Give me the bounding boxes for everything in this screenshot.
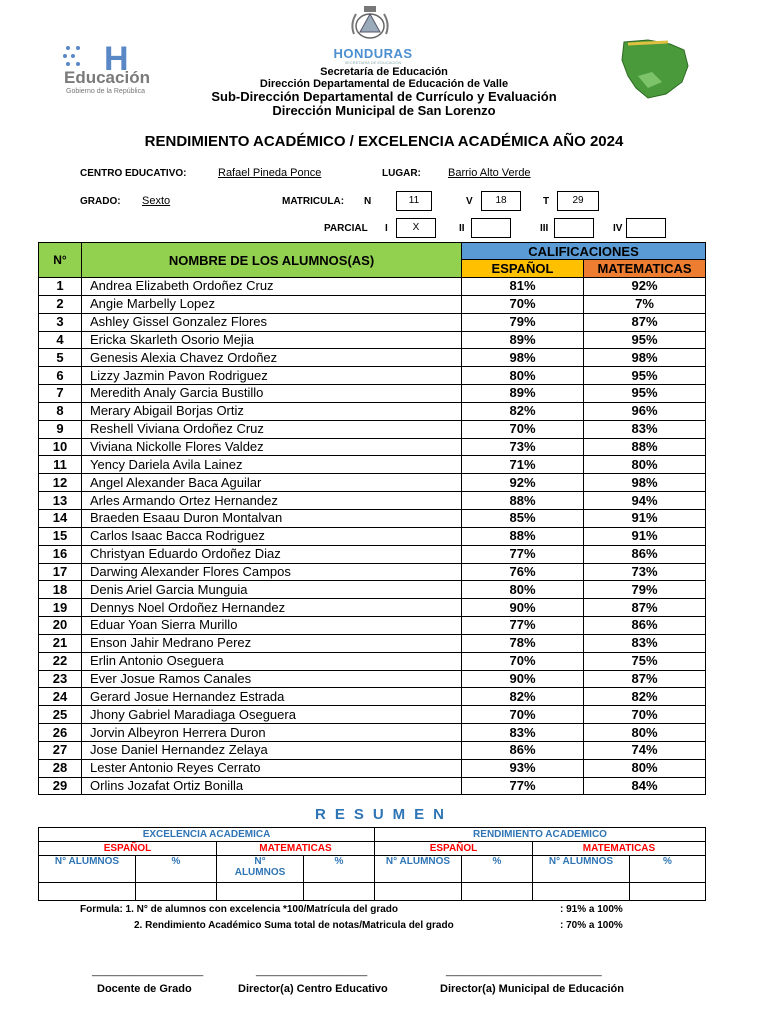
espanol-grade: 71% [462,456,584,474]
matematicas-grade: 7% [584,295,706,313]
exc-mat-pct-cell [304,883,375,901]
espanol-grade: 82% [462,402,584,420]
table-row [39,741,706,759]
rendimiento-header: RENDIMIENTO ACADEMICO [375,828,706,842]
student-name: Ashley Gissel Gonzalez Flores [82,313,462,331]
t-label: T [543,196,550,207]
table-row [39,759,706,777]
espanol-grade: 78% [462,634,584,652]
honduras-crest-icon [346,4,394,46]
exc-esp-alumnos-header: N° ALUMNOS [39,856,136,883]
ren-esp-alumnos-header: N° ALUMNOS [375,856,462,883]
parcial-2-label: II [459,223,465,234]
student-name: Angie Marbelly Lopez [82,295,462,313]
header-line-3: Sub-Dirección Departamental de Currículo y Evaluación [211,89,557,104]
espanol-grade: 70% [462,706,584,724]
exc-esp-pct-cell [136,883,217,901]
student-name: Enson Jahir Medrano Perez [82,634,462,652]
grado-label: GRADO: [80,196,121,207]
lugar-value: Barrio Alto Verde [448,167,531,179]
row-number: 15 [39,527,82,545]
student-name: Carlos Isaac Bacca Rodriguez [82,527,462,545]
row-number: 25 [39,706,82,724]
matematicas-grade: 86% [584,545,706,563]
formula-range-2: : 70% a 100% [560,920,623,931]
header-line-2: Dirección Departamental de Educación de Valle [259,78,509,90]
row-number: 11 [39,456,82,474]
table-row [39,581,706,599]
signature-line-director: ____________________ [256,966,368,977]
ren-mat-pct-header: % [630,856,706,883]
row-number: 21 [39,634,82,652]
table-row [39,545,706,563]
matematicas-grade: 98% [584,349,706,367]
matematicas-grade: 84% [584,777,706,795]
ren-esp-alumnos-cell [375,883,462,901]
matematicas-grade: 80% [584,724,706,742]
student-name: Darwing Alexander Flores Campos [82,563,462,581]
grado-value: Sexto [142,195,171,207]
page-title: RENDIMIENTO ACADÉMICO / EXCELENCIA ACADÉMICA AÑO 2024 [144,133,624,150]
row-number: 28 [39,759,82,777]
matematicas-grade: 73% [584,563,706,581]
espanol-grade: 92% [462,474,584,492]
n-label: N [364,196,372,207]
row-number: 1 [39,278,82,296]
student-name: Merary Abigail Borjas Ortiz [82,402,462,420]
student-name: Jose Daniel Hernandez Zelaya [82,741,462,759]
header-line-4: Dirección Municipal de San Lorenzo [272,103,496,118]
matematicas-grade: 95% [584,367,706,385]
espanol-grade: 93% [462,759,584,777]
table-row [39,278,706,296]
matematicas-grade: 91% [584,509,706,527]
table-row [39,402,706,420]
signature-line-municipal: ____________________________ [446,966,602,977]
matematicas-grade: 98% [584,474,706,492]
col-group-header: CALIFICACIONES [462,243,706,260]
espanol-grade: 77% [462,617,584,635]
espanol-grade: 90% [462,670,584,688]
education-h-icon: H [104,40,129,78]
t-value: 29 [557,191,599,211]
table-row [39,617,706,635]
matematicas-grade: 91% [584,527,706,545]
row-number: 17 [39,563,82,581]
n-value: 11 [396,191,432,211]
student-name: Reshell Viviana Ordoñez Cruz [82,420,462,438]
col-matematicas-header: MATEMATICAS [584,260,706,278]
parcial-3-label: III [540,223,549,234]
student-name: Eduar Yoan Sierra Murillo [82,617,462,635]
centro-label: CENTRO EDUCATIVO: [80,168,187,179]
v-value: 18 [481,191,521,211]
matematicas-grade: 92% [584,278,706,296]
matematicas-grade: 79% [584,581,706,599]
table-row [39,509,706,527]
row-number: 20 [39,617,82,635]
row-number: 4 [39,331,82,349]
matematicas-grade: 82% [584,688,706,706]
student-name: Erlin Antonio Oseguera [82,652,462,670]
honduras-logo-text: HONDURAS [333,46,413,61]
matematicas-grade: 87% [584,599,706,617]
espanol-grade: 76% [462,563,584,581]
matematicas-grade: 94% [584,492,706,510]
table-row [39,420,706,438]
ren-esp-pct-cell [462,883,533,901]
espanol-grade: 89% [462,385,584,403]
parcial-1-label: I [385,223,388,234]
matematicas-grade: 88% [584,438,706,456]
espanol-grade: 73% [462,438,584,456]
row-number: 19 [39,599,82,617]
espanol-grade: 70% [462,652,584,670]
exc-mat-alumnos-header: N° ALUMNOS [217,856,304,883]
student-name: Lizzy Jazmin Pavon Rodriguez [82,367,462,385]
espanol-grade: 85% [462,509,584,527]
student-name: Angel Alexander Baca Aguilar [82,474,462,492]
table-row [39,724,706,742]
student-name: Jhony Gabriel Maradiaga Oseguera [82,706,462,724]
table-row [39,599,706,617]
row-number: 29 [39,777,82,795]
exc-matematicas-header: MATEMATICAS [217,842,375,856]
summary-table [38,827,706,901]
matematicas-grade: 87% [584,670,706,688]
row-number: 10 [39,438,82,456]
matematicas-grade: 86% [584,617,706,635]
matematicas-grade: 95% [584,385,706,403]
ren-mat-pct-cell [630,883,706,901]
education-logo-subtitle: Gobierno de la República [66,88,145,95]
table-row [39,563,706,581]
espanol-grade: 82% [462,688,584,706]
student-name: Gerard Josue Hernandez Estrada [82,688,462,706]
education-logo-text: Educación [64,68,150,87]
espanol-grade: 88% [462,527,584,545]
lugar-label: LUGAR: [382,168,421,179]
espanol-grade: 83% [462,724,584,742]
student-name: Andrea Elizabeth Ordoñez Cruz [82,278,462,296]
matematicas-grade: 70% [584,706,706,724]
parcial-4-label: IV [613,223,623,234]
row-number: 14 [39,509,82,527]
row-number: 27 [39,741,82,759]
parcial-1-box: X [396,218,436,238]
table-row [39,349,706,367]
signature-municipal: Director(a) Municipal de Educación [440,983,624,995]
row-number: 6 [39,367,82,385]
student-name: Yency Dariela Avila Lainez [82,456,462,474]
student-name: Braeden Esaau Duron Montalvan [82,509,462,527]
grades-table [38,242,706,795]
student-name: Jorvin Albeyron Herrera Duron [82,724,462,742]
espanol-grade: 98% [462,349,584,367]
exc-esp-alumnos-cell [39,883,136,901]
table-row [39,777,706,795]
honduras-logo-subtitle: SECRETARÍA DE EDUCACIÓN [344,60,402,65]
espanol-grade: 89% [462,331,584,349]
table-row [39,367,706,385]
matematicas-grade: 80% [584,759,706,777]
row-number: 22 [39,652,82,670]
col-espanol-header: ESPAÑOL [462,260,584,278]
student-name: Ever Josue Ramos Canales [82,670,462,688]
matematicas-grade: 74% [584,741,706,759]
exc-mat-pct-header: % [304,856,375,883]
row-number: 3 [39,313,82,331]
exc-mat-alumnos-cell [217,883,304,901]
table-row [39,492,706,510]
signature-line-docente: ____________________ [92,966,204,977]
row-number: 7 [39,385,82,403]
espanol-grade: 77% [462,545,584,563]
student-name: Christyan Eduardo Ordoñez Diaz [82,545,462,563]
table-row [39,313,706,331]
student-name: Denis Ariel Garcia Munguia [82,581,462,599]
formula-line-1: Formula: 1. N° de alumnos con excelencia *100/Matrícula del grado [80,904,398,915]
centro-value: Rafael Pineda Ponce [218,167,322,179]
row-number: 5 [39,349,82,367]
signature-director: Director(a) Centro Educativo [238,983,388,995]
row-number: 12 [39,474,82,492]
matematicas-grade: 83% [584,634,706,652]
student-name: Arles Armando Ortez Hernandez [82,492,462,510]
espanol-grade: 80% [462,367,584,385]
table-row [39,706,706,724]
row-number: 26 [39,724,82,742]
table-row [39,652,706,670]
matematicas-grade: 96% [584,402,706,420]
espanol-grade: 86% [462,741,584,759]
ren-espanol-header: ESPAÑOL [375,842,533,856]
row-number: 8 [39,402,82,420]
student-name: Ericka Skarleth Osorio Mejia [82,331,462,349]
ren-esp-pct-header: % [462,856,533,883]
matematicas-grade: 83% [584,420,706,438]
matematicas-grade: 80% [584,456,706,474]
table-row [39,527,706,545]
ren-mat-alumnos-header: N° ALUMNOS [533,856,630,883]
v-label: V [466,196,473,207]
row-number: 18 [39,581,82,599]
student-name: Lester Antonio Reyes Cerrato [82,759,462,777]
table-row [39,688,706,706]
student-name: Dennys Noel Ordoñez Hernandez [82,599,462,617]
ren-mat-alumnos-cell [533,883,630,901]
excelencia-header: EXCELENCIA ACADEMICA [39,828,375,842]
signature-docente: Docente de Grado [97,983,192,995]
table-row [39,438,706,456]
summary-heading: RESUMEN [314,806,453,823]
matematicas-grade: 87% [584,313,706,331]
table-row [39,670,706,688]
parcial-2-box [471,218,511,238]
row-number: 13 [39,492,82,510]
formula-range-1: : 91% a 100% [560,904,623,915]
matematicas-grade: 95% [584,331,706,349]
row-number: 16 [39,545,82,563]
student-name: Meredith Analy Garcia Bustillo [82,385,462,403]
table-row [39,295,706,313]
col-num-header: N° [39,243,82,278]
espanol-grade: 70% [462,295,584,313]
exc-esp-pct-header: % [136,856,217,883]
student-name: Viviana Nickolle Flores Valdez [82,438,462,456]
row-number: 24 [39,688,82,706]
parcial-label: PARCIAL [324,223,368,234]
espanol-grade: 80% [462,581,584,599]
table-row [39,331,706,349]
formula-line-2: 2. Rendimiento Académico Suma total de notas/Matricula del grado [134,920,454,931]
row-number: 9 [39,420,82,438]
exc-espanol-header: ESPAÑOL [39,842,217,856]
parcial-3-box [554,218,594,238]
student-name: Orlins Jozafat Ortiz Bonilla [82,777,462,795]
col-name-header: NOMBRE DE LOS ALUMNOS(AS) [82,243,462,278]
row-number: 2 [39,295,82,313]
matricula-label: MATRICULA: [282,196,345,207]
espanol-grade: 70% [462,420,584,438]
table-row [39,634,706,652]
table-row [39,385,706,403]
student-name: Genesis Alexia Chavez Ordoñez [82,349,462,367]
parcial-4-box [626,218,666,238]
espanol-grade: 90% [462,599,584,617]
espanol-grade: 81% [462,278,584,296]
espanol-grade: 88% [462,492,584,510]
table-row [39,474,706,492]
espanol-grade: 79% [462,313,584,331]
matematicas-grade: 75% [584,652,706,670]
espanol-grade: 77% [462,777,584,795]
header-line-1: Secretaría de Educación [320,66,448,78]
table-row [39,456,706,474]
row-number: 23 [39,670,82,688]
ren-matematicas-header: MATEMATICAS [533,842,706,856]
